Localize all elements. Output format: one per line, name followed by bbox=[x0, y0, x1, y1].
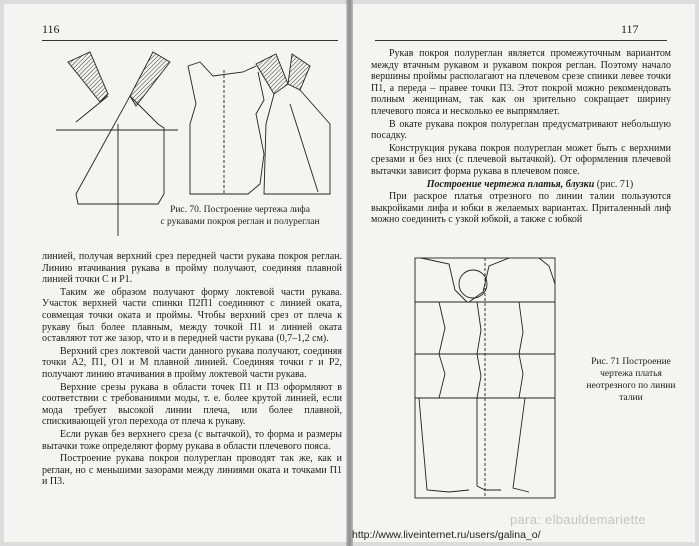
section-heading-figure-ref: (рис. 71) bbox=[596, 178, 634, 190]
sleeve-left-b bbox=[130, 52, 170, 106]
left-page-number: 116 bbox=[42, 22, 60, 36]
right-paragraph-2: В окате рукава покроя полуреглан предусматривают небольшую посадку. bbox=[371, 118, 671, 142]
right-paragraph-1: Рукав покроя полуреглан является промежуточным вариантом между втачным рукавом и рукавом покроя реглан. Поэтому начало вершины проймы располагают на плечевом срезе спинки левее точки П1, а переда – правее точки П3. Этот покрой можно рекомендовать полным женщинам, так как он зрительно сокращает ширину плечевого пояса и несколько ее выпрямляет. bbox=[371, 48, 671, 117]
figure-71-drawing bbox=[409, 254, 569, 502]
left-header-rule bbox=[42, 40, 338, 41]
section-heading-text: Построение чертежа платья, блузки bbox=[426, 178, 595, 190]
left-page bbox=[4, 4, 347, 542]
figure-70-caption-line1: Рис. 70. Построение чертежа лифа bbox=[170, 205, 310, 215]
watermark-text: para: elbauldemariette bbox=[510, 512, 646, 527]
sleeve-left-a bbox=[68, 52, 108, 102]
bodice-middle bbox=[188, 62, 264, 194]
sleeve-right-a bbox=[256, 54, 288, 94]
left-paragraph-4: Верхние срезы рукава в области точек П1 и П3 оформляют в соответствии с требованиями моды, т. е. более крутой линией, если мода требует высокой линии плеча, или более плавной, спискивающей угол перехода от плеча к рукаву. bbox=[42, 381, 342, 428]
figure-71-caption: Рис. 71 Построение чертежа платья неотрезного по линии талии bbox=[586, 357, 676, 403]
right-page-number: 117 bbox=[621, 22, 639, 36]
sleeve-right-b bbox=[288, 54, 310, 90]
right-page bbox=[353, 4, 695, 542]
left-paragraph-5: Если рукав без верхнего среза (с вытачкой), то форма и размеры вытачки тоже определяют форму рукава в области плечевого пояса. bbox=[42, 428, 342, 452]
left-paragraph-3: Верхний срез локтевой части данного рукава получают, соединяя точки A2, П1, O1 и M плавной линией. Соединяя точки г и P2, получают линию втачивания в пройму локтевой части рукава. bbox=[42, 345, 342, 380]
right-body-text bbox=[371, 48, 671, 227]
figure-70-caption-line2: с рукавами покроя реглан и полуреглан bbox=[160, 217, 320, 227]
right-paragraph-3: Конструкция рукава покроя полуреглан может быть с верхними срезами и без них (с плечевой вытачкой). От оформления плечевой вытачки зависит форма рукава в плечевом поясе. bbox=[371, 142, 671, 177]
bodice-right bbox=[264, 90, 330, 194]
figure-70-caption bbox=[144, 204, 336, 228]
left-paragraph-1: линией, получая верхний срез передней части рукава покроя реглан. Линию втачивания рукава в пройму получают, соединяя плавной линией точки С и P1. bbox=[42, 251, 342, 286]
right-paragraph-4: При раскрое платья отрезного по линии талии пользуются выкройками лифа и юбки в желаемых вариантах. Приталенный лиф можно соединить с узкой юбкой, а также с юбкой bbox=[371, 191, 671, 226]
left-paragraph-6: Построение рукава покроя полуреглан проводят так же, как и реглан, но с меньшими зазорами между линиями оката и точками П1 и П3. bbox=[42, 453, 342, 488]
footer-url: http://www.liveinternet.ru/users/galina_o/ bbox=[352, 529, 541, 541]
right-header-rule bbox=[375, 40, 667, 41]
section-heading bbox=[371, 179, 671, 191]
left-paragraph-2: Таким же образом получают форму локтевой части рукава. Участок верхней части спинки П2П1 соединяют с линией оката, совмещая точки оката и проймы. Чтобы верхний срез от плеча к рукаву был более плавным, между точкой П1 и линией оката оставляют тот же зазор, что и в передней части рукава (0,7–1,2 см). bbox=[42, 286, 342, 345]
left-body-text bbox=[42, 251, 342, 489]
book-gutter bbox=[346, 0, 353, 546]
